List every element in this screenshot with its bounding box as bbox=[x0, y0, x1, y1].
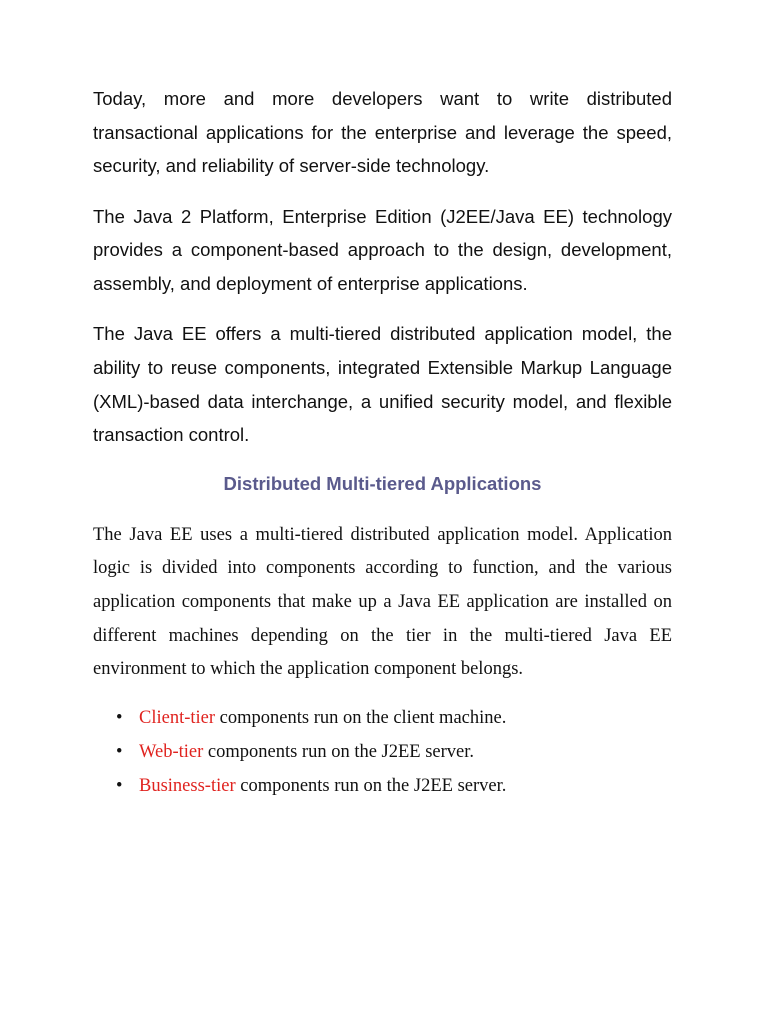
tier-name: Web-tier bbox=[139, 742, 204, 763]
j2ee-paragraph: The Java 2 Platform, Enterprise Edition (J2EE/Java EE) technology provides a component-based approach to the design, development, assembly, and deployment of enterprise applications. bbox=[93, 205, 672, 295]
intro-paragraph: Today, more and more developers want to write distributed transactional applications for the enterprise and leverage the speed, security, and reliability of server-side technology. bbox=[93, 88, 672, 177]
list-item bbox=[93, 735, 672, 769]
tier-name: Business-tier bbox=[139, 776, 236, 797]
tier-list bbox=[93, 701, 672, 803]
section-heading: Distributed Multi-tiered Applications bbox=[223, 472, 542, 494]
document-page bbox=[93, 82, 672, 803]
section-body-paragraph: The Java EE uses a multi-tiered distributed application model. Application logic is divided into components according to function, and the various application components that make up a Java EE application are installed on different machines depending on the tier in the multi-tiered Java EE environment to which the application component belongs. bbox=[93, 524, 672, 680]
bullet-icon: • bbox=[116, 776, 123, 797]
tier-description: components run on the J2EE server. bbox=[203, 742, 475, 763]
list-item bbox=[93, 769, 672, 803]
bullet-icon: • bbox=[116, 708, 123, 729]
tier-description: components run on the client machine. bbox=[215, 708, 507, 729]
java-ee-features-paragraph: The Java EE offers a multi-tiered distributed application model, the ability to reuse components, integrated Extensible Markup Language (XML)-based data interchange, a unified security model, and flexible transaction control. bbox=[93, 323, 672, 446]
list-item bbox=[93, 701, 672, 735]
bullet-icon: • bbox=[116, 742, 123, 763]
tier-description: components run on the J2EE server. bbox=[235, 776, 507, 797]
tier-name: Client-tier bbox=[139, 708, 216, 729]
